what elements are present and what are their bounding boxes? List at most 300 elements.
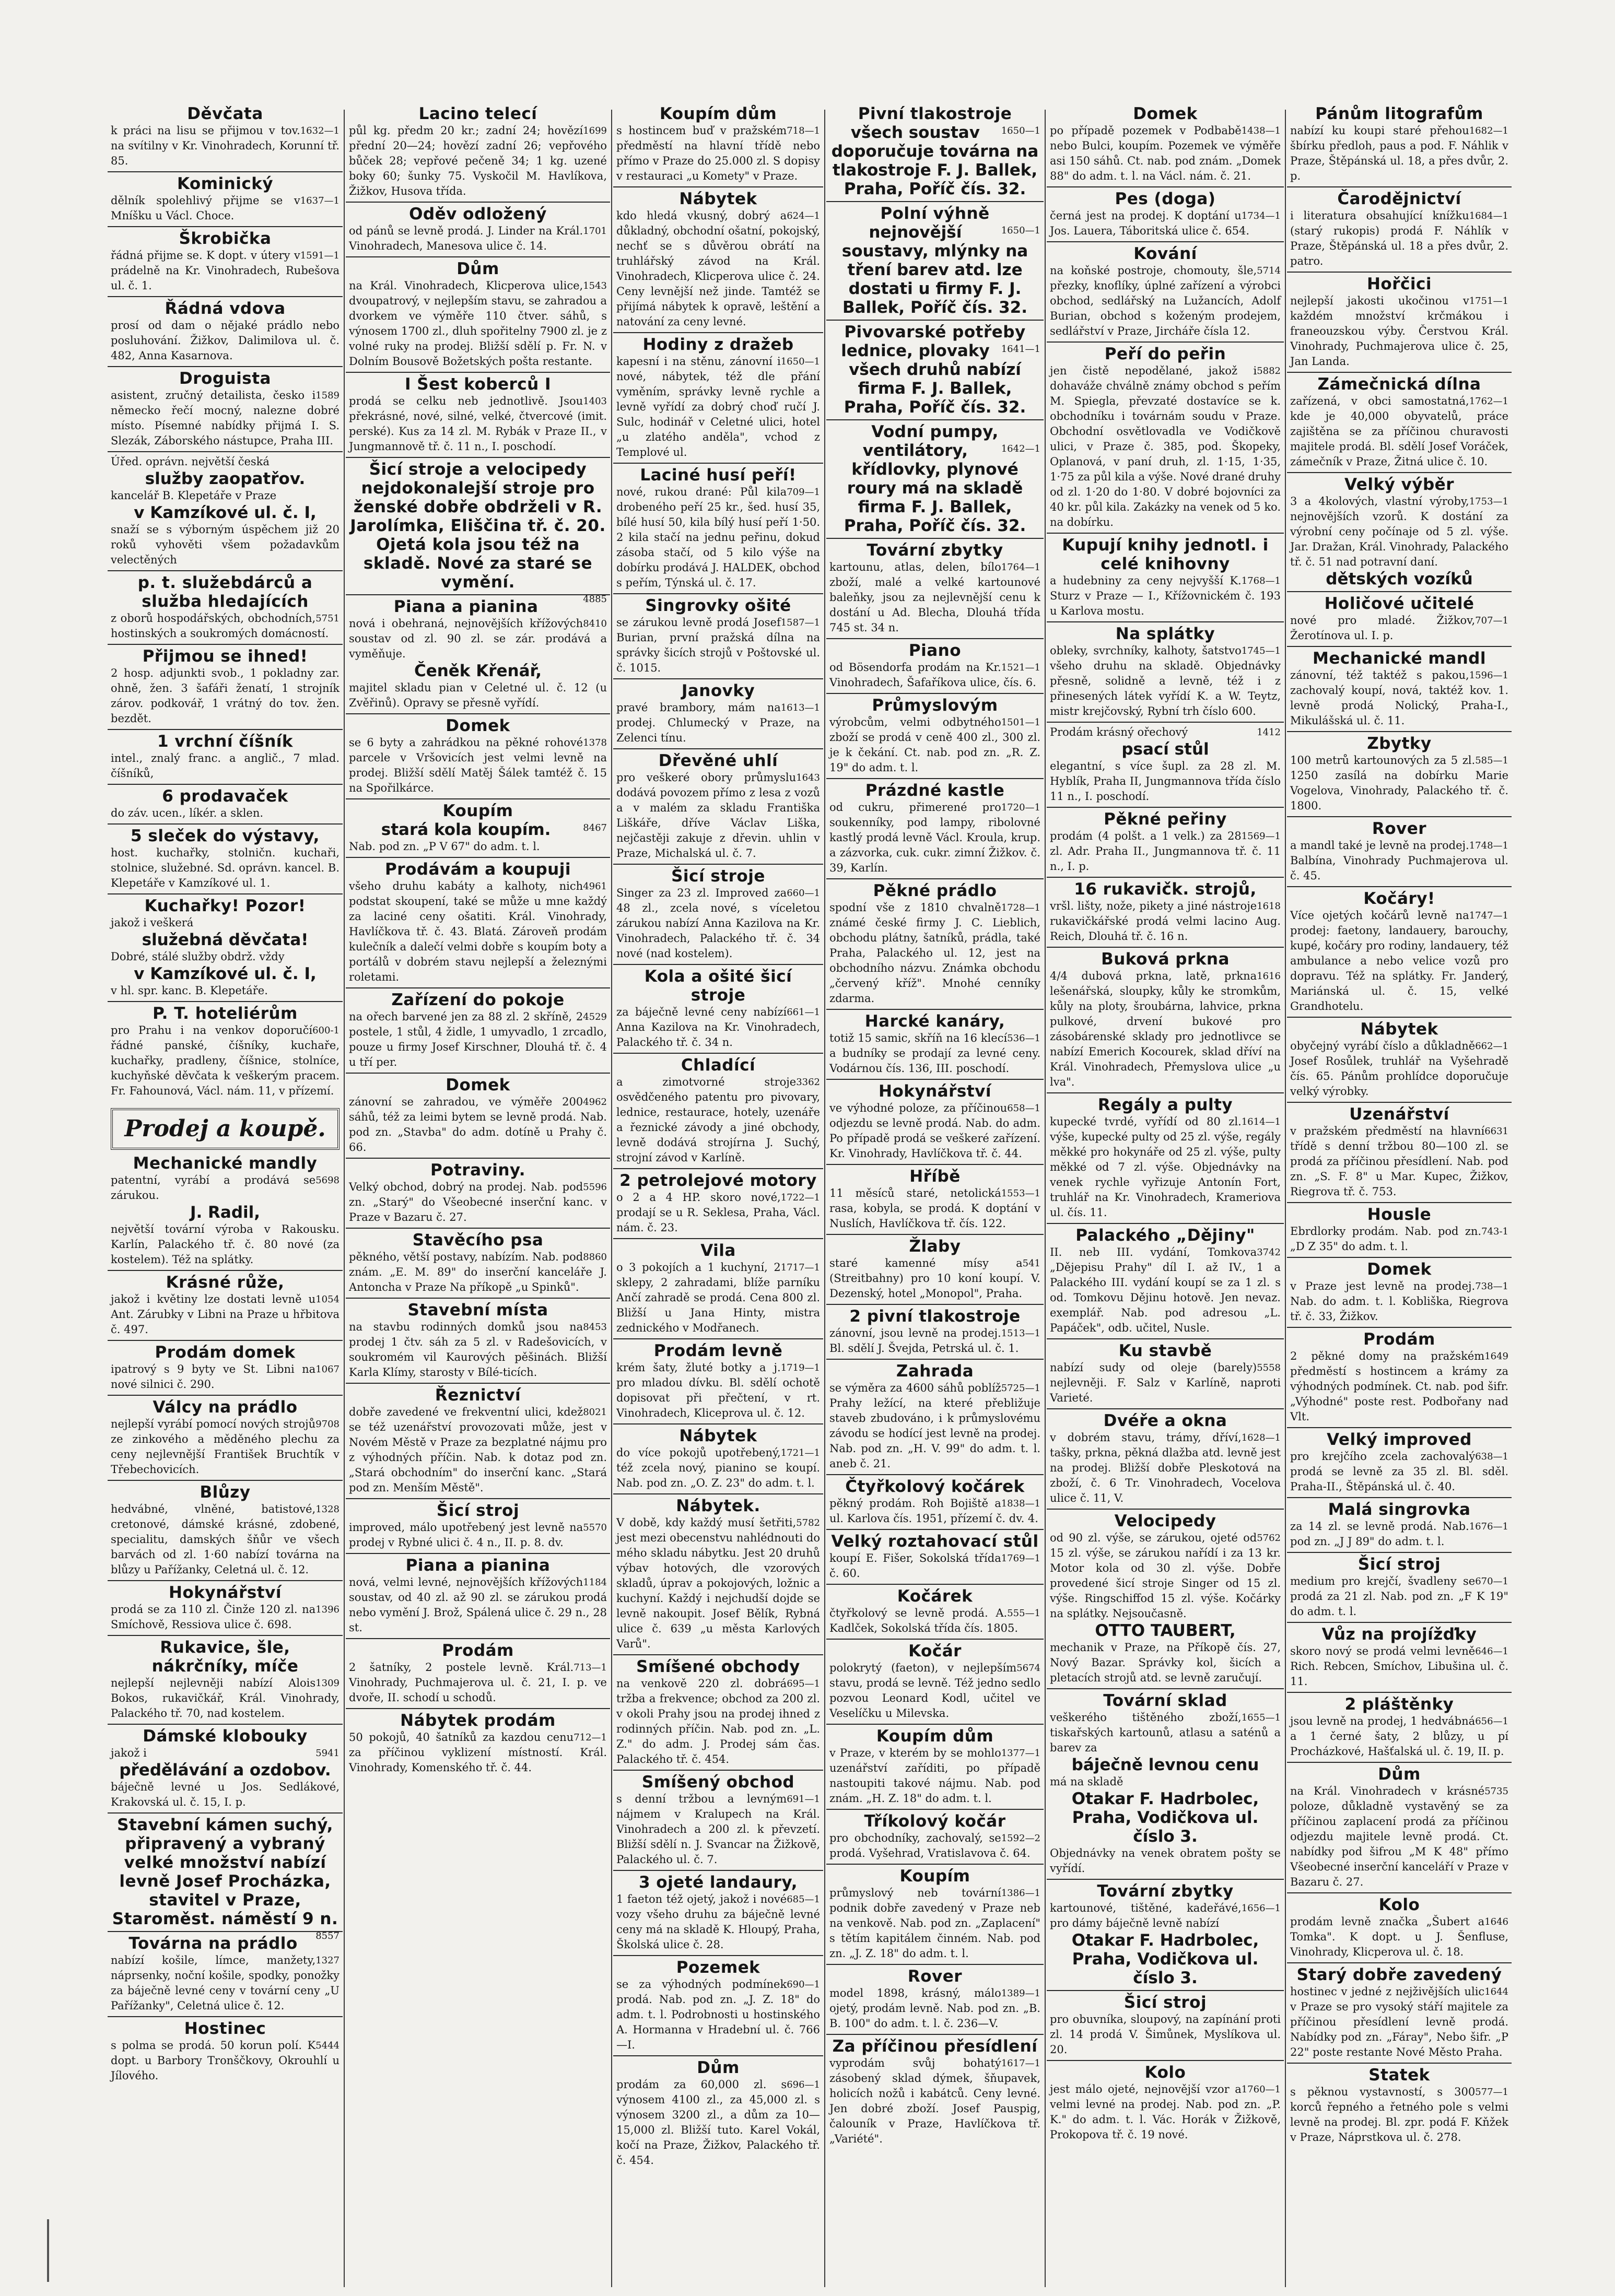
ad-text (111, 806, 340, 821)
ad-text (616, 1892, 820, 1952)
ad-heading: 5 sleček do výstavy, (131, 827, 320, 845)
ad-code: 5698 (315, 1175, 340, 1186)
ad-body: za 14 zl. se levně prodá. Nab. pod zn. „J J 89" do adm. t. l. (1290, 1520, 1469, 1548)
ad-text (349, 1009, 607, 1070)
ad-code: 1618 (1257, 901, 1281, 912)
ad-heading: Dům (697, 2058, 740, 2077)
ad-highlight: v Kamzíkové ul. č. I, (134, 503, 317, 522)
ad-code: 1589 (315, 390, 340, 401)
ad-heading: Koupím (899, 1867, 970, 1886)
ad-code: 1751—1 (1469, 296, 1508, 307)
ad-code: 1403 (583, 396, 607, 407)
classified-ad (1287, 2063, 1512, 2145)
ad-heading: Stavěcího psa (412, 1231, 544, 1250)
ad-code: 1676—1 (1469, 1521, 1508, 1532)
classified-ad (1287, 272, 1512, 369)
column-5 (1047, 104, 1284, 2292)
ad-heading: Singrovky ošité (645, 596, 791, 615)
ad-code: 658—1 (1007, 1103, 1040, 1114)
ad-heading: Kolo (1378, 1895, 1420, 1914)
ad-text (349, 223, 607, 254)
ad-body: s hostincem buď v pražském předměstí na hlavní třídě nebo přímo v Praze do 25.000 zl. S dopisy v restauraci „u Komety" v Praze. (616, 124, 820, 182)
ad-body: kupecké tvrdé, vyřídí od 80 zl. výše, kupecké pulty od 25 zl. výše, regály měkké pro hokynáře od 25 zl. výše, pulty měkké od 7 zl. výše. Objednávky na venek rychle vyřizuje Antonín Fort, truhlář na Kr. Vinohradech, Krameriova ul. čís. 11. (1050, 1115, 1281, 1219)
ad-text (616, 770, 820, 861)
ad-code: 1184 (583, 1577, 607, 1588)
ad-text (1050, 1530, 1281, 1621)
classified-ad (346, 1228, 610, 1295)
ad-heading: Řeznictví (435, 1386, 521, 1405)
classified-list (108, 1154, 343, 2083)
ad-body: od pánů se levně prodá. J. Linder na Král. Vinohradech, Manesova ulice č. 14. (349, 225, 583, 252)
ad-code: 1632—1 (300, 125, 340, 136)
classified-ad (613, 964, 823, 1050)
ad-text (1050, 643, 1281, 719)
classified-ad (613, 593, 823, 676)
classified-ad (826, 1009, 1044, 1076)
ad-text (1050, 829, 1281, 874)
ad-highlight: stará kola koupím. (381, 820, 551, 839)
ad-body: s denní tržbou a levným nájmem v Kralupech na Král. Vinohradech a 200 zl. k převzetí. Bližší sdělí n. J. Svancar na Žižkově, Palackého ul. č. 7. (616, 1793, 820, 1866)
classified-ad (613, 1654, 823, 1767)
ad-body: se zárukou levně prodá Josef Burian, první pražská dílna na správky šicích strojů v Poštovské ul. č. 1015. (616, 616, 820, 674)
ad-code: 577—1 (1475, 2087, 1508, 2098)
ad-code: 1728—1 (1001, 902, 1040, 913)
ad-heading: Ku stavbě (1118, 1341, 1212, 1360)
ad-heading: Pivovarské potřeby (844, 323, 1026, 342)
classified-ad (108, 570, 343, 641)
classified-ad (1287, 816, 1512, 884)
ad-body: jen čistě nepodělané, jakož i dohaváže chválně známy obchod s peřím M. Spiegla, převzaté dostavíce se k. obchodníku i továrnám soudu v Praze. Obchodní osvětlovadla ve Vodičkově ulici, v Praze č. 385, pod. Škopeky, Oplanová, v paní druh, zl. 1·15, 1·35, 1·75 za půl kila a výše. Nové drané druhy od zl. 1·20 do 1·80. V dobré bojovníci za 40 kr. půl kila. Zakázky na venek od 5 ko. na dobírku. (1050, 364, 1281, 528)
ad-code: 696—1 (787, 2079, 820, 2090)
ad-body: nejlepší jakosti ukočinou v každém množství krčmákou i franeouzskou výby. Čerstvou Král. Vinohrady, Puchmajerova ulice č. 25, Jan Landa. (1290, 295, 1508, 368)
ad-highlight: J. Radil, (190, 1203, 261, 1222)
ad-text (111, 915, 340, 931)
ad-body: má na skladě (1050, 1775, 1124, 1788)
ad-heading: Droguista (179, 369, 271, 388)
classified-ad (108, 2016, 343, 2083)
ad-heading: Šicí stroj (1357, 1555, 1441, 1574)
ad-code: 685—1 (787, 1894, 820, 1905)
classified-ad (108, 1395, 343, 1477)
ad-heading: Velocipedy (1114, 1512, 1216, 1530)
ad-text (349, 1405, 607, 1496)
ad-heading: Nábytek (1360, 1020, 1438, 1039)
ad-code: 707—1 (1475, 615, 1508, 626)
ad-body: v Praze jest levně na prodej. Nab. do adm. t. l. Kobliška, Riegrova tř. č. 33, Žižkov. (1290, 1280, 1508, 1323)
ad-heading: Tovární sklad (1103, 1691, 1227, 1710)
ad-heading: Kolo (1144, 2063, 1186, 2082)
ad-body: prodám za 60,000 zl. s výnosem 4100 zl., za 45,000 zl. s výnosem 3200 zl., a dům za 10—15,000 zl. Bližší tuto. Karel Vokál, kočí na Praze, Žižkov, Palackého tř. č. 454. (616, 2078, 820, 2167)
ad-text (349, 616, 607, 662)
ad-code: 1641—1 (1001, 344, 1040, 355)
ad-highlight: dětských vozíků (1326, 570, 1473, 588)
ad-text (111, 388, 340, 449)
ad-heading: Nábytek. (676, 1497, 760, 1515)
classified-ad (346, 457, 610, 605)
ad-body: o 2 a 4 HP. skoro nové, prodají se u R. Seklesa, Praha, Václ. nám. č. 23. (616, 1191, 820, 1234)
ad-body: a zimotvorné stroje osvědčeného patentu pro pivovary, lednice, restaurace, hotely, uzenáře a řeznické závody a jiné obchody, levně dodává strojírna J. Suchý, strojní závod v Karlíně. (616, 1076, 820, 1164)
ad-text (1290, 753, 1508, 814)
ad-body: 2 hosp. adjunkti svob., 1 pokladny zar. ohně, žen. 3 šafáři ženatí, 1 strojník zárov. podkovář, 1 vrátný do tov. žen. bezdět. (111, 667, 340, 725)
ad-heading: Velký výběr (1344, 475, 1454, 494)
ad-text (616, 1515, 820, 1652)
ad-heading: Šicí stroj (1124, 1993, 1207, 2012)
ad-text (829, 1886, 1040, 1961)
ad-text (616, 1260, 820, 1336)
ad-text (1290, 838, 1508, 884)
ad-code: 1396 (315, 1604, 340, 1615)
ad-body: elegantní, s více šupl. za 28 zl. M. Hyblík, Praha II, Jungmannova třída číslo 11 n., I. poschodí. (1050, 760, 1281, 803)
ad-body: pěkného, větší postavy, nabízím. Nab. pod znám. „E. M. 89" do inserční kanceláře J. Antoncha v Praze Na příkopě „u Spinků". (349, 1251, 607, 1293)
ad-text (111, 845, 340, 891)
ad-highlight: služby zaopatřov. (145, 469, 306, 488)
classified-ad (613, 332, 823, 460)
ad-heading: Zbytky (1367, 734, 1432, 753)
ad-code: 712—1 (574, 1732, 607, 1743)
ad-text (1290, 1784, 1508, 1890)
ad-code: 1719—1 (780, 1362, 820, 1373)
ad-text (829, 1831, 1040, 1861)
ad-heading: Domek (1133, 104, 1198, 123)
ad-body: po případě pozemek v Podbabě nebo Bulci, koupím. Pozemek ve výměře asi 150 sáhů. Ct. nab. pod znám. „Domek 88" do adm. t. l. na Václ. nám. č. 21. (1050, 124, 1281, 182)
classified-ad (826, 1639, 1044, 1721)
ad-heading: Zahrada (896, 1362, 974, 1381)
ad-text (1290, 668, 1508, 728)
ad-body: z oborů hospodářských, obchodních, hostinských a soukromých domácností. (111, 612, 329, 640)
ad-code: 1646 (1484, 1916, 1508, 1927)
ad-code: 1616 (1257, 971, 1281, 982)
ad-text (349, 1660, 607, 1705)
ad-heading: Nábytek (679, 1427, 757, 1445)
classified-ad (613, 1423, 823, 1491)
classified-ad (1287, 1622, 1512, 1689)
ad-text (829, 1256, 1040, 1301)
ad-text (111, 611, 340, 641)
ad-text (829, 1326, 1040, 1356)
ad-text (1050, 1245, 1281, 1336)
ad-body: 1 faeton též ojetý, jakož i nové vozy všeho druhu za báječně levné ceny má na skladě K. Hloupý, Praha, Školská ulice č. 28. (616, 1893, 820, 1951)
ad-body: nabízí košile, límce, manžety, náprsenky, noční košile, spodky, ponožky za báječně levné ceny v tovární ceny „U Pařížanky", Celetná ulice č. 12. (111, 1954, 340, 2012)
column-rule (824, 110, 825, 2287)
ad-heading: Housle (1367, 1205, 1432, 1224)
ad-code: 1327 (315, 1955, 340, 1966)
ad-heading: Regály a pulty (1097, 1096, 1233, 1114)
classified-ad (1287, 372, 1512, 469)
ad-text (349, 1180, 607, 1225)
ad-body: řádná přijme se. K dopt. v útery v prádelně na Kr. Vinohradech, Rubešova ul. č. 1. (111, 249, 340, 292)
classified-ad (613, 1238, 823, 1336)
classified-ad (1287, 186, 1512, 269)
ad-text (1290, 1914, 1508, 1960)
ad-code: 1501—1 (1001, 717, 1040, 728)
classified-ad (1287, 104, 1512, 184)
ad-body: kapesní i na stěnu, zánovní i nové, nábytek, též dle přání vyměním, správky levně rychle a levně vyřídí za dobrý choď ručí J. Sulc, hodinář v Celetné ulici, hotel „u zlatého anděla", vchod z Templové ul. (616, 355, 820, 458)
ad-code: 1721—1 (780, 1447, 820, 1458)
ad-text (616, 886, 820, 961)
column-4 (826, 104, 1044, 2292)
ad-code: 600-1 (312, 1025, 340, 1036)
ad-heading: 6 prodavaček (162, 787, 288, 806)
classified-ad (346, 1638, 610, 1705)
ad-code: 5762 (1257, 1533, 1281, 1544)
ad-code: 638—1 (1475, 1451, 1508, 1462)
classified-ad (108, 784, 343, 821)
ad-body: totiž 15 samic, skříň na 16 klecí a budníky se prodají za levné ceny. Vodárnou čís. 136, III. poschodí. (829, 1032, 1040, 1075)
classified-ad (108, 1724, 343, 1810)
ad-body: všeho druhu kabáty a kalhoty, nich podstat skoupení, také se může u mne každý za laciné ceny ošatiti. Král. Vinohrady, Havlíčkova tř. č. 43. Blatá. Zároveň prodám kulečník a dalečí velmi dobře s koupím boty a portálů v dobrém stavu nejlepší a železnými roletami. (349, 880, 607, 983)
column-rule (611, 110, 612, 2287)
classified-ad (108, 1340, 343, 1392)
classified-ad (1287, 1327, 1512, 1424)
ad-code: 1682—1 (1469, 125, 1508, 136)
ad-heading: Koupím dům (659, 104, 777, 123)
ad-body: pravé brambory, mám na prodej. Chlumecký v Praze, na Zelenci tínu. (616, 701, 820, 744)
classified-ad (1287, 1497, 1512, 1549)
ad-body: v Praze, v kterém by se mohlo uzenářství zaříditi, po případě nastoupiti takové nájmu. Nab. pod znám. „H. Z. 18" do adm. t. l. (829, 1747, 1040, 1805)
ad-text (616, 1445, 820, 1491)
column-rule (1045, 110, 1046, 2287)
ad-body: ipatrový s 9 byty ve St. Libni na nové silnici č. 290. (111, 1363, 316, 1391)
classified-ad (613, 1770, 823, 1867)
ad-text (616, 1005, 820, 1050)
ad-code: 1412 (1257, 727, 1281, 738)
ad-text (616, 485, 820, 591)
ad-code: 1650—1 (1001, 125, 1040, 136)
ad-heading: Tovární zbytky (1097, 1882, 1234, 1901)
section-title: Prodej a koupě. (111, 1108, 340, 1150)
page-margin-mark (47, 2219, 49, 2282)
classified-ad (108, 226, 343, 293)
classified-ad (826, 693, 1044, 775)
ad-body: 4/4 dubová prkna, latě, prkna lešenářská, sloupky, kůly ke stromkům, kůly na ploty, šroubárna, lahvice, prkna pulkové, drvení bukové pro zásobárenské sklady pro jednotlivce se nabízí Emerich Kocourek, sklad dříví na Král. Vinohradech, Přemyslova ulice „u lva". (1050, 970, 1281, 1088)
ad-text (829, 1381, 1040, 1471)
ad-body: Singer za 23 zl. Improved za 48 zl., zcela nové, s víceletou zárukou nabízí Anna Kazilova na Kr. Vinohradech, Palackého tř. č. 34 nové (nad kostelem). (616, 887, 820, 960)
classified-ad (826, 638, 1044, 690)
ad-heading: Hokynářství (169, 1583, 282, 1602)
ad-text (1290, 1714, 1508, 1759)
ad-text (829, 1101, 1040, 1161)
ad-body: ve výhodné poloze, za příčinou odjezdu se levně prodá. Nab. do adm. Po případě prodá se veškeré zařízení. Kr. Vinohrady, Havlíčkova tř. č. 44. (829, 1102, 1040, 1160)
ad-code: 1649 (1484, 1351, 1508, 1362)
ad-text (829, 800, 1040, 876)
ad-heading: Piana a pianina (405, 1556, 551, 1575)
ad-text (1050, 573, 1281, 619)
ad-body: mechanik v Praze, na Příkopě čís. 27, Nový Bazar. Správky kol, šicích a pletacích strojů atd. se levně zaručují. (1050, 1641, 1281, 1684)
ad-heading: Pěkné peřiny (1104, 810, 1227, 829)
ad-heading: Dámské klobouky (143, 1727, 308, 1746)
ad-text (1290, 2085, 1508, 2145)
ad-body: na koňské postroje, chomouty, šle, přezky, knoflíky, úplné zařízení a výrobci obchod, sedlářský na Lužancích, Adolf Burian, obchod s koženým prodejem, sedlářství v Praze, Jircháře čísla 12. (1050, 264, 1281, 337)
ad-body: zánovní se zahradou, ve výměře 200 sáhů, též za leimi bytem se levně prodá. Nab. pod zn. „Stavba" do adm. dotíně u Prahy č. 66. (349, 1096, 607, 1153)
ad-code: 656—1 (1475, 1716, 1508, 1727)
ad-heading: Koupím dům (876, 1727, 994, 1746)
ad-text (349, 1250, 607, 1295)
ad-text (1290, 1039, 1508, 1099)
ad-code: 1656—1 (1241, 1903, 1281, 1914)
classified-ad (1287, 1962, 1512, 2060)
classified-ad (826, 878, 1044, 1006)
ad-text (349, 278, 607, 369)
ad-heading: Vila (700, 1241, 736, 1260)
ad-body: spodní vše z 1810 chvalně známé české firmy J. C. Lieblich, obchodu plátny, šatníků, prádla, také Praha, Palackého ul. 12, jest na obchodního názvu. Známka obchodu „červený kříž". Mnohé cenníky zdarma. (829, 901, 1040, 1005)
ad-body: hedvábné, vlněné, batistové, cretonové, dámské krásné, zdobené, specialitu, damských šňůr ve všech barvách od zl. 1·60 nabízí továrna na blůzy u Pařížanky, Celetná ul. č. 12. (111, 1503, 340, 1576)
classified-ad (108, 171, 343, 223)
ad-heading: Rukavice, šle, nákrčníky, míče (151, 1638, 299, 1676)
classified-ad (346, 1708, 610, 1775)
ad-body: jakož i (111, 1747, 147, 1759)
ad-body: dobře zavedené ve frekventní ulici, kdež se též uzenářství provozovati může, jest v Novém Městě v Praze za bezplatné nájmu pro z výhodných příčin. Nab. k dotaz pod zn. „Stará obchodním" do inserční kanc. „Stará pod zn. Menším Městě". (349, 1406, 607, 1494)
classified-ad (613, 748, 823, 861)
ad-text (829, 2056, 1040, 2147)
classified-list (108, 104, 343, 1099)
ad-text (111, 1173, 340, 1203)
ad-body: krém šaty, žluté botky a j. pro mladou dívku. Bl. sdělí ochotě dopisovat při přečtení, v rt. Vinohradech, Kliceprova ul. č. 12. (616, 1361, 820, 1419)
ad-heading: Pozemek (676, 1958, 760, 1977)
ad-text (111, 2038, 340, 2083)
column-1 (108, 104, 343, 2292)
ad-text (1050, 1710, 1281, 1756)
ad-code: 8557 (315, 1930, 340, 1941)
classified-ad (346, 202, 610, 254)
ad-text (349, 394, 607, 454)
classified-ad (1047, 807, 1284, 874)
classified-ad (826, 1474, 1044, 1526)
ad-heading: Starý dobře zavedený (1296, 1965, 1502, 1984)
ad-code: 1591—1 (300, 250, 340, 261)
ad-body: nabízí ku koupi staré přehou šbírku předloh, paus a pod. F. Náhlik v Praze, Štěpánská ul. 18, a přes dvůr, 2. p. (1290, 124, 1508, 182)
classified-ad (1047, 241, 1284, 339)
ad-code: 709—1 (787, 487, 820, 498)
ad-code: 624—1 (787, 210, 820, 221)
ad-body: i literatura obsahující knížku (starý rukopis) prodá F. Náhlík v Praze, Štěpánská ul. 18 a přes dvůr, 2. patro. (1290, 209, 1508, 267)
ad-text (1050, 1430, 1281, 1506)
ad-heading: Na splátky (1115, 625, 1215, 643)
ad-code: 5882 (1257, 366, 1281, 376)
ad-code: 1617—1 (1001, 2058, 1040, 2069)
ad-text (1290, 613, 1508, 643)
ad-text (829, 1186, 1040, 1231)
ad-heading: Dvéře a okna (1103, 1411, 1227, 1430)
ad-body: jest málo ojeté, nejnovější vzor a velmi levné na prodej. Nab. pod zn. „P. K." do adm. t. l. Vác. Horák v Žižkově, Prokopova tř. č. 19 nové. (1050, 2083, 1281, 2141)
ad-text (349, 123, 607, 199)
ad-code: 1747—1 (1469, 910, 1508, 921)
classified-ad (613, 1338, 823, 1421)
ad-code: 4885 (583, 594, 607, 605)
ad-highlight: v Kamzíkové ul. č. I, (134, 964, 317, 983)
ad-body: pro Prahu i na venkov doporučí řádné panské, číšníky, kuchaře, kuchařky, pradleny, číšnice, stolníce, kuchyňské děvčata k veškerým pracem. Fr. Fahounová, Václ. nám. 11, v přízemí. (111, 1024, 340, 1097)
classified-list (613, 104, 823, 2168)
ad-text (349, 735, 607, 796)
ad-body: zánovní, též taktéž s pakou, zachovalý koupí, nová, taktéž kov. 1. levně prodá Nolický, Praha-I., Mikulášská ul. č. 11. (1290, 669, 1508, 727)
ad-code: 1768—1 (1241, 575, 1281, 586)
ad-heading: Koupím (442, 802, 513, 820)
ad-heading: Pes (doga) (1115, 190, 1216, 208)
ad-code: 3362 (796, 1077, 820, 1088)
ad-code: 8410 (583, 618, 607, 629)
ad-code: 9708 (315, 1419, 340, 1430)
ad-heading: Palackého „Dějiny" (1075, 1226, 1255, 1245)
ad-text (111, 1953, 340, 2014)
ad-body: host. kuchařky, stolničn. kuchaři, stolnice, služebné. Sd. oprávn. kancel. B. Klepetáře v Kamzíkové ul. 1. (111, 846, 340, 889)
ad-heading: 16 rukavičk. strojů, (1074, 880, 1257, 899)
ad-heading: Chladící (681, 1056, 756, 1075)
classified-ad (613, 1955, 823, 2053)
ad-heading: Šicí stroje a velocipedy nejdokonalejší stroje pro ženské dobře obdrželi v R. Jarolímka, Eliščina tř. č. 20. Ojetá kola jsou též na skladě. Nové za staré se vymění. (350, 460, 606, 592)
ad-body: a mandl také je levně na prodej. Balbína, Vinohrady Puchmajerova ul. č. 45. (1290, 839, 1508, 882)
classified-ad (826, 1529, 1044, 1581)
ad-body: asistent, zručný detailista, česko i německo řečí mocný, nalezne dobré místo. Písemné nabídky přijmá I. S. Slezák, Záborského nástupce, Praha III. (111, 389, 340, 447)
classified-ad (1287, 591, 1512, 643)
ad-text (829, 715, 1040, 775)
classified-ad (1287, 1892, 1512, 1960)
ad-body: zařízená, v obci samostatná, kde je 40,000 obyvatelů, práce zajištěna se za příčinou churavosti majitele prodá. Bl. sdělí Josef Voráček, zámečník v Praze, Žitná ulice č. 10. (1290, 395, 1508, 468)
classified-ad (1047, 947, 1284, 1090)
ad-text (111, 1502, 340, 1577)
ad-heading: Nábytek (679, 190, 757, 208)
ad-code: 1328 (315, 1504, 340, 1515)
ad-heading: Vodní pumpy, (871, 422, 999, 441)
ad-text (111, 454, 340, 469)
ad-text (1050, 969, 1281, 1090)
classified-ad (613, 104, 823, 184)
classified-ad (346, 256, 610, 369)
ad-heading: Holičové učitelé (1324, 594, 1474, 613)
ad-heading: Kupují knihy jednotl. i celé knihovny (1062, 536, 1269, 573)
ad-heading: Domek (446, 1076, 510, 1094)
column-rule (344, 110, 345, 2287)
classified-ad (108, 823, 343, 891)
ad-text (1050, 263, 1281, 339)
ad-code: 1377—1 (1001, 1748, 1040, 1759)
ad-heading: Janovky (681, 681, 755, 700)
classified-ad (1047, 186, 1284, 239)
ad-body: do více pokojů upotřebený, též zcela nový, pianino se koupí. Nab. pod zn. „O. Z. 23" do adm. t. l. (616, 1446, 820, 1489)
ad-heading: Harcké kanáry, (864, 1012, 1005, 1031)
ad-code: 691—1 (787, 1794, 820, 1805)
ad-highlight: ventilátory, křídlovky, plynové roury má na skladě firma F. J. Ballek, Praha, Poříč čís. 32. (844, 441, 1026, 535)
classified-list (346, 104, 610, 1775)
ad-heading: Piana a pianina (393, 597, 539, 616)
ad-heading: Průmyslovým (872, 696, 998, 715)
ad-heading: Vůz na projížďky (1321, 1625, 1477, 1644)
column-3 (613, 104, 823, 2292)
ad-heading: Šicí stroj (436, 1501, 520, 1520)
ad-body: kdo hledá vkusný, dobrý a důkladný, obchodní ošatní, pokojský, nechť se s důvěrou obrátí na truhlářský závod na Král. Vinohradech, Klicperova ulice č. 24. Ceny levnější než jinde. Tamtéž se přijímá nábytek k opravě, leštění a natování za ceny levné. (616, 209, 820, 328)
ad-heading: Stavební místa (407, 1301, 548, 1320)
ad-text (1050, 725, 1281, 740)
ad-body: koupí E. Fišer, Sokolská třída č. 60. (829, 1552, 1001, 1580)
ad-heading: Domek (1367, 1260, 1432, 1279)
classified-ad (108, 1480, 343, 1577)
ad-body: čtyřkolový se levně prodá. A. Kadlček, Sokolská třída čís. 1805. (829, 1607, 1018, 1634)
ad-text (829, 1661, 1040, 1721)
classified-ad (613, 678, 823, 746)
ad-body: prodám (4 polšt. a 1 velk.) za 28 zl. Adr. Praha II., Jungmannova tř. č. 11 n., I. p. (1050, 830, 1281, 873)
ad-body: Prodám krásný ořechový (1050, 726, 1188, 738)
ad-body: prosí od dam o nějaké prádlo nebo posluhování. Žižkov, Dalimilova ul. č. 482, Anna Kasarnova. (111, 319, 340, 362)
ad-code: 718—1 (787, 125, 820, 136)
ad-body: největší tovární výroba v Rakousku. Karlín, Palackého tř. č. 80 nové (za kostelem). Též na splátky. (111, 1223, 340, 1266)
ad-body: Více ojetých kočárů levně na prodej: faetony, landauery, barouchy, kupé, kočáry pro rodiny, landauery, též ambulance a nebo velice vozů pro dopravu. Též na splátky. Fr. Janderý, Mariánská ul. č. 15, velké Grandhotelu. (1290, 909, 1508, 1012)
ad-code: 662—1 (1475, 1041, 1508, 1052)
ad-text (1290, 208, 1508, 269)
ad-code: 1613—1 (780, 702, 820, 713)
ad-heading: Šicí stroje (671, 867, 765, 886)
ad-text (1050, 899, 1281, 944)
ad-code: 1655—1 (1241, 1712, 1281, 1723)
classified-ad (1287, 1257, 1512, 1324)
ad-highlight: nejnovější soustavy, mlýnky na tření barev atd. lze dostati u firmy F. J. Ballek, Poříč čís. 32. (841, 223, 1028, 317)
